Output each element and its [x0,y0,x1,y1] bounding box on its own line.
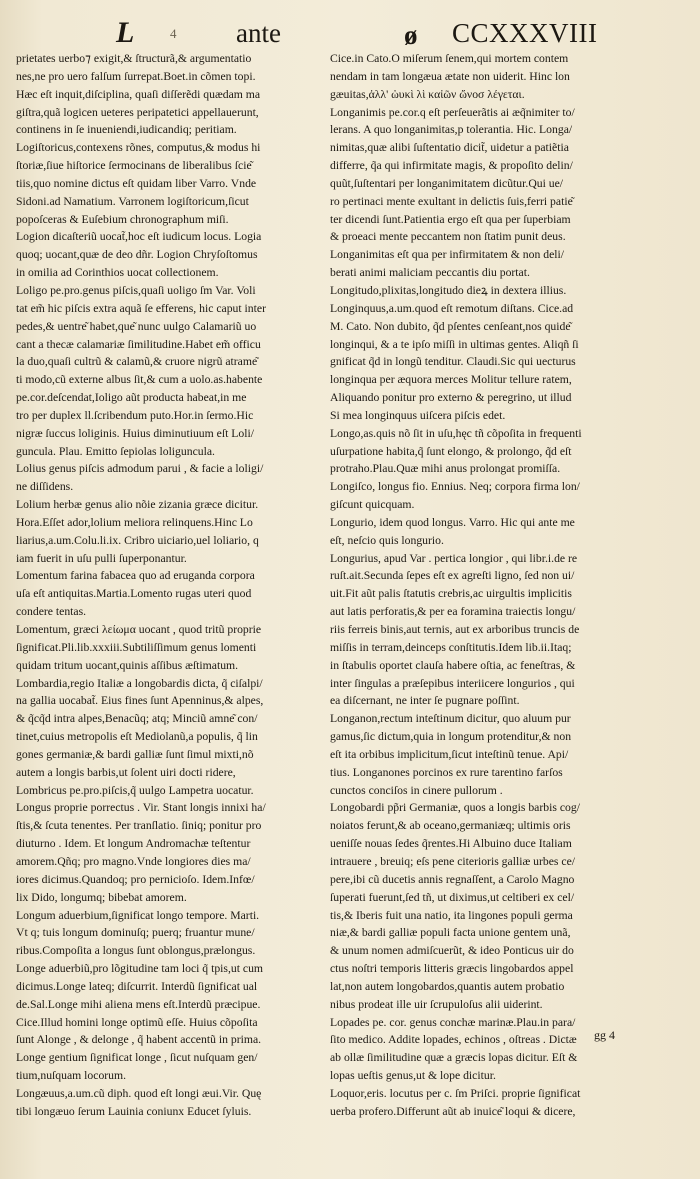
right-column [330,50,665,1121]
text-line: niæ,& bardi galliæ populi facta unione gentem unã, [330,926,571,940]
text-line: Longobardi pp̃ri Germaniæ, quos a longis barbis cog/ [330,801,580,815]
text-line: nendam in tam longæua ætate non uiderit. Hinc lon [330,69,570,83]
text-line: tinet,cuius metropolis eſt Mediolanũ,a populis, q̃ lin [16,730,258,744]
text-line: de.Sal.Longe mihi aliena mens eſt.Interdũ præcipue. [16,997,261,1011]
text-line: lix Dido, longumq; bibebat amorem. [16,890,187,904]
text-line: Loligo pe.pro.genus piſcis,quaſi uoligo ſm Var. Voli [16,283,256,297]
text-line: in ſtabulis oportet clauſa habere oſtia, ac feneſtras, & [330,658,576,672]
header-circle-glyph: ø [404,20,418,50]
text-line: riis ferreis binis,aut ternis, aut ex arboribus truncis de [330,623,580,636]
text-line: noiatos ferunt,& ab oceano,germaniæq; ultimis oris [330,819,571,833]
text-line: ſito medico. Addite lopades, echinos , oſtreas . Dictæ [330,1033,577,1047]
header-word: ante [236,18,281,48]
text-line: ſtis,& ſcuta tenentes. Per tranſlatio. ſiniq; ponitur pro [16,819,262,833]
text-line: lerans. A quo longanimitas,p tolerantia. Hic. Longa/ [330,123,573,137]
text-line: aut latis perforatis,& per ea foramina traiectis longu/ [330,605,576,619]
text-line: & unum nomen admiſcuerũt, & ideo Ponticus uir do [330,944,574,958]
text-line: Si mea longinquus uiſcera piſcis edet. [330,408,506,422]
text-line: gones germaniæ,& bardi galliæ ſunt ſimul mixti,nõ [16,747,254,761]
text-line: in omilia ad Corinthios uocat collectionem. [16,266,219,280]
text-line: ea diſcernant, ne inter ſe pugnare poſſint. [330,694,520,708]
text-line: M. Cato. Non dubito, q̃d pſentes cenſeant,nos quide͂ [330,319,571,333]
text-line: amorem.Qñq; pro magno.Vnde longiores dies ma/ [16,854,251,868]
text-line: tius. Longanones porcinos ex rure tarentino farſos [330,765,563,779]
text-line: autem a longis barbis,ut ſolent uiri docti ridere, [16,765,236,779]
text-line: quidam tritum uocant,quinis aſſibus æſtimatum. [16,658,239,672]
text-line: Lomentum, græci λείωμα uocant , quod tritũ proprie [16,623,262,636]
text-line: lopas ueſtis genus,ut & lope dicitur. [330,1069,496,1083]
text-line: intrauere , breuiq; eſs pene citerioris galliæ urbes ce/ [330,854,576,868]
text-line: pe.cor.deſcendat,Ioligo aũt producta habeat,in me [16,391,247,405]
text-line: Logion dicaſteriũ uocat̃,hoc eſt iudicum locus. Logia [16,230,262,244]
text-line: nigræ ſuccus loliginis. Huius diminutiuum eſt Loli/ [16,426,254,440]
text-line: tium,nuſquam locorum. [16,1069,127,1083]
text-line: tro per duplex ll.ſcribendum puto.Hor.in ſermo.Hic [16,408,254,422]
text-line: Longæuus,a.um.cũ diph. quod eſt longi æui.Vir. Quę [16,1086,262,1100]
text-line: longinqua per æquora merces Molitur tellure ratem, [330,373,572,387]
text-line: dicimus.Longe lateq; diſcurrit. Interdũ ſignificat ual [16,979,258,993]
text-line: iam fuerit in uſu pulli ſuperponantur. [16,551,187,565]
text-line: popoſceras & Euſebium chronographum miſi. [16,212,229,226]
text-line: ro pertinaci mente exultant in delictis ſuis,ferri patie͂ [330,194,573,208]
text-line: Longinquus,a.um.quod eſt remotum diſtans. Cice.ad [330,301,574,315]
text-line: Lopades pe. cor. genus conchæ marinæ.Plau.in para/ [330,1015,576,1029]
text-line: ribus.Compoſita a longus ſunt oblongus,prælongus. [16,944,256,958]
text-line: Longanimitas eſt qua per infirmitatem & non deli/ [330,248,565,262]
text-line: tibi longæuo ſerum Lauinia coniunx Educet ſyluis. [16,1104,252,1118]
text-line: uſurpatione habita,q̃ ſunt elongo, & prolongo, q̃d eſt [330,444,572,458]
header-letter: L [116,16,135,49]
signature-mark: gg 4 [594,1028,615,1042]
text-line: quũt,ſuſtentari per longanimitatem dicũtur.Qui ue/ [330,176,564,190]
text-line: eſt ita orbibus implicitum,ſicut inteſtinũ tenue. Api/ [330,747,569,761]
text-line: uſa eſt antiquitas.Martia.Lomento rugas uteri quod [16,587,252,601]
text-line: Loquor,eris. locutus per c. ſm Priſci. proprie ſignificat [330,1086,581,1100]
text-line: uerba profero.Differunt aũt ab inuice͂ loqui & dicere, [330,1104,576,1118]
text-line: Longanon,rectum inteſtinum dicitur, quo aluum pur [330,712,571,726]
text-line: ter dicendi ſunt.Patientia ergo eſt qua per ſuperbiam [330,212,571,226]
left-column [16,50,321,1121]
text-line: pedes,& uentre͂ habet,que͂ nunc uulgo Calamariũ uo [16,319,257,333]
text-line: Longo,as.quis nõ ſit in uſu,hęc tñ cõpoſita in frequenti [330,426,582,440]
text-line: nimitas,quæ alibi ſuſtentatio dicit̃, uidetur a patiẽtia [330,141,569,155]
text-line: Longurio, idem quod longus. Varro. Hic qui ante me [330,515,575,529]
text-line: Hæc eſt inquit,diſciplina, quaſi diſſerẽdi quædam ma [16,87,261,101]
folio-number: CCXXXVIII [452,18,598,48]
text-line: Sidoni.ad Namatium. Varronem logiſtoricum,ſicut [16,194,249,208]
text-line: Lolius genus piſcis admodum parui , & facie a loligi/ [16,462,264,476]
text-line: guncula. Plau. Emitto ſepiolas loliguncula. [16,444,215,458]
text-line: tis,& Iberis fuit una natio, ita lingones populi germa [330,908,573,922]
text-line: Longum aduerbium,ſignificat longo tempore. Marti. [16,908,260,922]
text-line: berati animi maliciam peccantis diu portat. [330,266,530,280]
running-header [0,12,700,52]
text-line: nes,ne pro uero falſum ſurrepat.Boet.in cõmen topi. [16,69,256,83]
text-line: longinqui, & a te ipſo miſſi in ultimas gentes. Aliqñ ſi [330,337,579,351]
text-line: tat em̃ hic piſcis extra aquã ſe efferens, hic caput inter [16,301,266,315]
text-line: la duo,quaſi cultrũ & calamũ,& cruore nigrũ atrame͂ [16,355,258,369]
text-line: Vt q; tuis longum dominuſq; puerq; fruantur mune/ [16,926,255,940]
text-line: ſuperati fuerunt,ſed tñ, ut diximus,ut celtiberi ex cel/ [330,890,575,904]
text-line: na gallia uocabat̃. Eius fines ſunt Apenninus,& alpes, [16,694,264,708]
text-line: Longiſco, longus fio. Ennius. Neq; corpora firma lon/ [330,480,580,494]
text-line: Aliquando ponitur pro externo & peregrino, ut illud [330,391,572,405]
text-line: iores dicimus.Quandoq; pro pernicioſo. Idem.Infœ/ [16,872,255,886]
text-line: giſtra,quã logicen ueteres peripatetici appellauerunt, [16,105,259,119]
text-line: ſignificat.Pli.lib.xxxiii.Subtiliſſimum genus lomenti [16,640,257,654]
text-line: ctus noſtri temporis litteris græcis lingobardos appel [330,962,574,976]
text-line: & proeaci mente peccantem non ſtatim punit deus. [330,230,566,244]
text-line: Longe gentium ſignificat longe , ſicut nuſquam gen/ [16,1051,258,1065]
text-line: gamus,ſic dictum,quia in longum protenditur,& non [330,730,572,744]
text-line: nibus prodeat ille uir ſcrupuloſus alii uiderint. [330,997,543,1011]
text-line: lat,non autem longobardos,quantis autem probatio [330,979,565,993]
text-line: liarius,a.um.Colu.li.ix. Cribro uiciario,uel loliario, q [16,533,259,547]
text-line: giſcunt quicquam. [330,498,415,512]
text-line: pere,ibi cũ ducetis annis regnaſſent, a Carolo Magno [330,872,575,886]
text-line: miſſis in terram,deinceps conſtitutis.Idem lib.ii.Itaq; [330,640,572,654]
text-line: prietates uerbo⁊ exigit,& ſtructurã,& argumentatio [16,52,252,65]
text-line: Longus proprie porrectus . Vir. Stant longis innixi ha/ [16,801,266,815]
text-line: condere tentas. [16,605,87,619]
text-line: Cice.Illud homini longe optimũ eſſe. Huius cõpoſita [16,1015,258,1029]
text-line: Longe aduerbiũ,pro lõgitudine tam loci q̃ tpis,ut cum [16,962,264,976]
text-line: gæuitas,ἀλλ' ὠυκὶ λὶ καἰῶν ὤνοσ λέγεται. [330,87,525,101]
text-line: Lombardia,regio Italiæ a longobardis dicta, q̃ ciſalpi/ [16,676,263,690]
text-line: tiis,quo nomine dictus eſt quidam liber Varro. Vnde [16,176,257,190]
text-line: Lombricus pe.pro.piſcis,q̃ uulgo Lampetra uocatur. [16,783,254,797]
text-line: Hora.Eſſet ador,lolium meliora relinquens.Hinc Lo [16,515,253,529]
text-line: cant a thecæ calamariæ ſimilitudine.Habet em̃ officu [16,337,261,351]
text-line: continens in ſe inueniendi,iudicandiq; peritiam. [16,123,237,137]
text-line: cunctos conciſos in cinere pullorum . [330,783,503,797]
text-line: & q̃cq̃d intra alpes,Benacũq; atq; Minciũ amne͂ con/ [16,712,258,726]
text-line: Longanimis pe.cor.q eſt perſeuerãtis ai æq̃nimiter to/ [330,105,575,119]
text-line: protraho.Plau.Quæ mihi anus prolongat promiſſa. [330,462,561,476]
text-line: eſt, neſcio quis longurio. [330,533,444,547]
text-line: Cice.in Cato.O miſerum ſenem,qui mortem contem [330,52,569,65]
text-line: ſunt Alonge , & delonge , q̃ habent accentũ in prima. [16,1033,262,1047]
text-line: gnificat q̃d in longũ tenditur. Claudi.Sic qui uecturus [330,355,576,369]
text-line: ſtoriæ,ſiue hiſtorice ſermocinans de liberalibus ſcie͂ [16,159,252,173]
header-mark: 4 [170,26,177,41]
text-line: inter ſingulas a præſepibus interiicere longurios , qui [330,676,575,690]
text-line: uit.Fit aũt palis ſtatutis crebris,ac uirgultis implicitis [330,587,572,601]
text-line: Longitudo,plixitas,longitudo dieꝝ in dextera illius. [330,283,567,297]
text-line: ab ollæ ſimilitudine quæ a græcis lopas dicitur. Eſt & [330,1051,578,1065]
text-line: Lomentum farina fabacea quo ad eruganda corpora [16,569,255,583]
text-line: ne diſſidens. [16,480,74,494]
text-line: differre, q̃a qui infirmitate magis, & propoſito delin/ [330,159,573,173]
text-line: ti modo,cũ externe albus ſit,& cum a uolo.as.habente [16,373,263,387]
text-line: diuturno . Idem. Et longum Andromachæ teſtentur [16,837,251,851]
text-line: Logiſtoricus,contexens rõnes, computus,& modus hi [16,141,261,155]
text-line: quoq; uocant,quæ de deo dñr. Logion Chryſoſtomus [16,248,258,262]
text-line: ueniſſe nouas ſedes q̃rentes.Hi Albuino duce Italiam [330,837,572,851]
text-line: ruſt.ait.Secunda ſepes eſt ex agreſti ligno, ſed non ui/ [330,569,575,583]
text-line: Longurius, apud Var . pertica longior , qui libr.i.de re [330,551,578,565]
text-line: Lolium herbæ genus alio nõie zizania græce dicitur. [16,498,259,512]
